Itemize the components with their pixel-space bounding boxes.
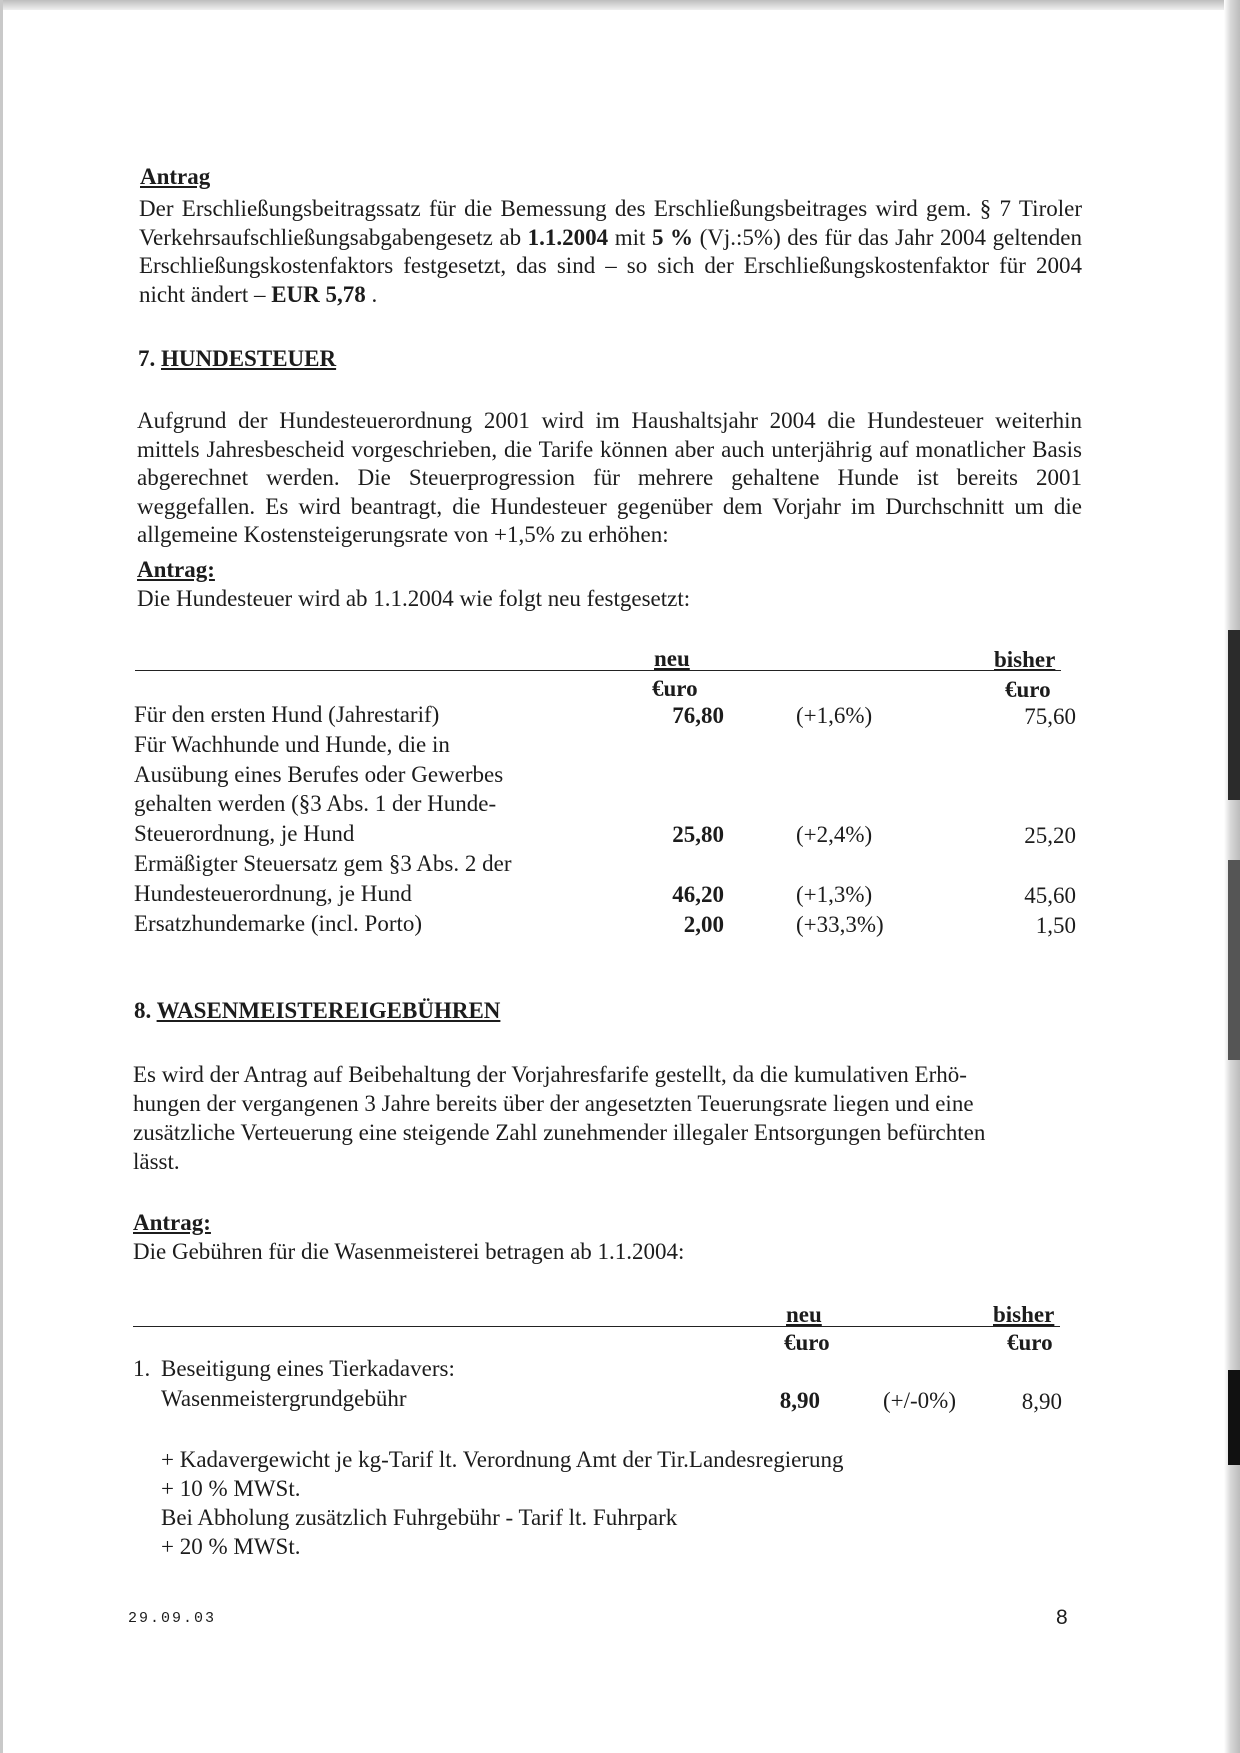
hundesteuer-row-label: Ersatzhundemarke (incl. Porto) — [134, 910, 423, 936]
wasen-value-change: (+/-0%) — [883, 1388, 956, 1413]
scan-edge-mark — [1228, 630, 1240, 800]
hundesteuer-value-bisher: 45,60 — [1024, 882, 1076, 908]
wasen-item-title: Beseitigung eines Tierkadavers: — [161, 1356, 455, 1381]
section8-antrag-title: Antrag: — [133, 1210, 211, 1235]
wasen-note: + 20 % MWSt. — [161, 1534, 301, 1559]
hundesteuer-unit-bisher: €uro — [1005, 677, 1051, 702]
hundesteuer-row-label: Für Wachhunde und Hunde, die in — [134, 731, 450, 757]
hundesteuer-row-label: Steuerordnung, je Hund — [134, 821, 355, 847]
scan-edge-mark — [1228, 860, 1240, 1060]
wasen-table-rule — [133, 1326, 1060, 1327]
scan-left-edge — [0, 0, 3, 1753]
hundesteuer-row-label: Ausübung eines Berufes oder Gewerbes — [134, 761, 504, 787]
wasen-note: + 10 % MWSt. — [161, 1476, 301, 1501]
wasen-unit-bisher: €uro — [1007, 1330, 1053, 1355]
wasen-unit-neu: €uro — [784, 1330, 830, 1355]
hundesteuer-value-change: (+1,3%) — [796, 881, 873, 907]
hundesteuer-table-rule — [135, 670, 1061, 671]
scan-top-edge — [0, 0, 1240, 10]
wasen-item-number: 1. — [133, 1356, 151, 1381]
wasen-col-bisher: bisher — [993, 1302, 1055, 1327]
wasen-value-neu: 8,90 — [779, 1388, 820, 1413]
page-number: 8 — [1056, 1606, 1068, 1629]
section8-intro-line: hungen der vergangenen 3 Jahre bereits über der angesetzten Teuerungsrate liegen und eine — [133, 1091, 974, 1116]
hundesteuer-value-change: (+33,3%) — [796, 911, 884, 937]
hundesteuer-row-label: Für den ersten Hund (Jahrestarif) — [134, 702, 440, 727]
prev-antrag-title: Antrag — [140, 164, 211, 189]
section7-intro: Aufgrund der Hundesteuerordnung 2001 wird im Haushaltsjahr 2004 die Hundesteuer weiterhin mittels Jahresbescheid vorgeschrieben, die Tarife können aber auch unterjährig auf monatlicher Basis abgerechnet werden. Die Steuerprogression für mehrere gehaltene Hunde ist bereits 2001 weggefallen. Es wird beantragt, die Hundesteuer gegenüber dem Vorjahr im Durchschnitt um die allgemeine Kostensteigerungsrate von +1,5% zu erhöhen: — [137, 408, 1082, 548]
section8-intro — [133, 1060, 985, 1176]
hundesteuer-row-label: Hundesteuerordnung, je Hund — [134, 880, 412, 906]
section8-intro-line: zusätzliche Verteuerung eine steigende Zahl zunehmender illegaler Entsorgungen befürchten — [133, 1120, 986, 1145]
hundesteuer-col-neu: neu — [654, 646, 690, 671]
section8-intro-line: Es wird der Antrag auf Beibehaltung der Vorjahresfarife gestellt, da die kumulativen Erhö- — [133, 1062, 967, 1087]
wasen-value-bisher: 8,90 — [1021, 1389, 1062, 1414]
hundesteuer-value-change: (+1,6%) — [796, 703, 873, 728]
hundesteuer-col-bisher: bisher — [994, 647, 1056, 672]
hundesteuer-value-change: (+2,4%) — [796, 822, 873, 848]
wasen-notes — [161, 1445, 843, 1561]
wasen-note: Bei Abholung zusätzlich Fuhrgebühr - Tarif lt. Fuhrpark — [161, 1505, 678, 1530]
hundesteuer-row-label: gehalten werden (§3 Abs. 1 der Hunde- — [134, 791, 497, 817]
wasen-note: + Kadavergewicht je kg-Tarif lt. Verordnung Amt der Tir.Landesregierung — [161, 1447, 844, 1472]
section8-heading: 8. WASENMEISTEREIGEBÜHREN — [134, 998, 501, 1023]
hundesteuer-value-neu: 46,20 — [672, 881, 724, 907]
hundesteuer-value-bisher: 75,60 — [1024, 704, 1076, 729]
prev-antrag-paragraph: Der Erschließungsbeitragssatz für die Bemessung des Erschließungsbeitrages wird gem. § 7 Tiroler Verkehrsaufschließungsabgabengesetz ab 1.1.2004 mit 5 % (Vj.:5%) des für das Jahr 2004 geltenden Erschließungskostenfaktors festgesetzt, das sind – so sich der Erschließungskostenfaktor für 2004 nicht ändert – EUR 5,78 . — [139, 196, 1083, 307]
hundesteuer-value-neu: 76,80 — [672, 703, 724, 728]
wasen-col-neu: neu — [786, 1302, 822, 1327]
section8-antrag-text: Die Gebühren für die Wasenmeisterei betragen ab 1.1.2004: — [133, 1239, 685, 1264]
hundesteuer-unit-neu: €uro — [652, 676, 698, 701]
section7-antrag-text: Die Hundesteuer wird ab 1.1.2004 wie folgt neu festgesetzt: — [137, 586, 691, 611]
footer-date: 29.09.03 — [128, 1610, 217, 1627]
hundesteuer-value-bisher: 1,50 — [1035, 912, 1076, 938]
hundesteuer-value-neu: 25,80 — [672, 822, 724, 848]
section7-heading: 7. HUNDESTEUER — [138, 346, 337, 371]
hundesteuer-value-bisher: 25,20 — [1024, 823, 1076, 849]
section8-intro-line: lässt. — [133, 1149, 180, 1174]
hundesteuer-row-label: Ermäßigter Steuersatz gem §3 Abs. 2 der — [134, 851, 512, 876]
hundesteuer-value-neu: 2,00 — [683, 911, 724, 937]
section7-antrag-title: Antrag: — [137, 557, 215, 582]
scan-edge-mark — [1228, 1370, 1240, 1465]
wasen-item-label: Wasenmeistergrundgebühr — [161, 1386, 407, 1411]
